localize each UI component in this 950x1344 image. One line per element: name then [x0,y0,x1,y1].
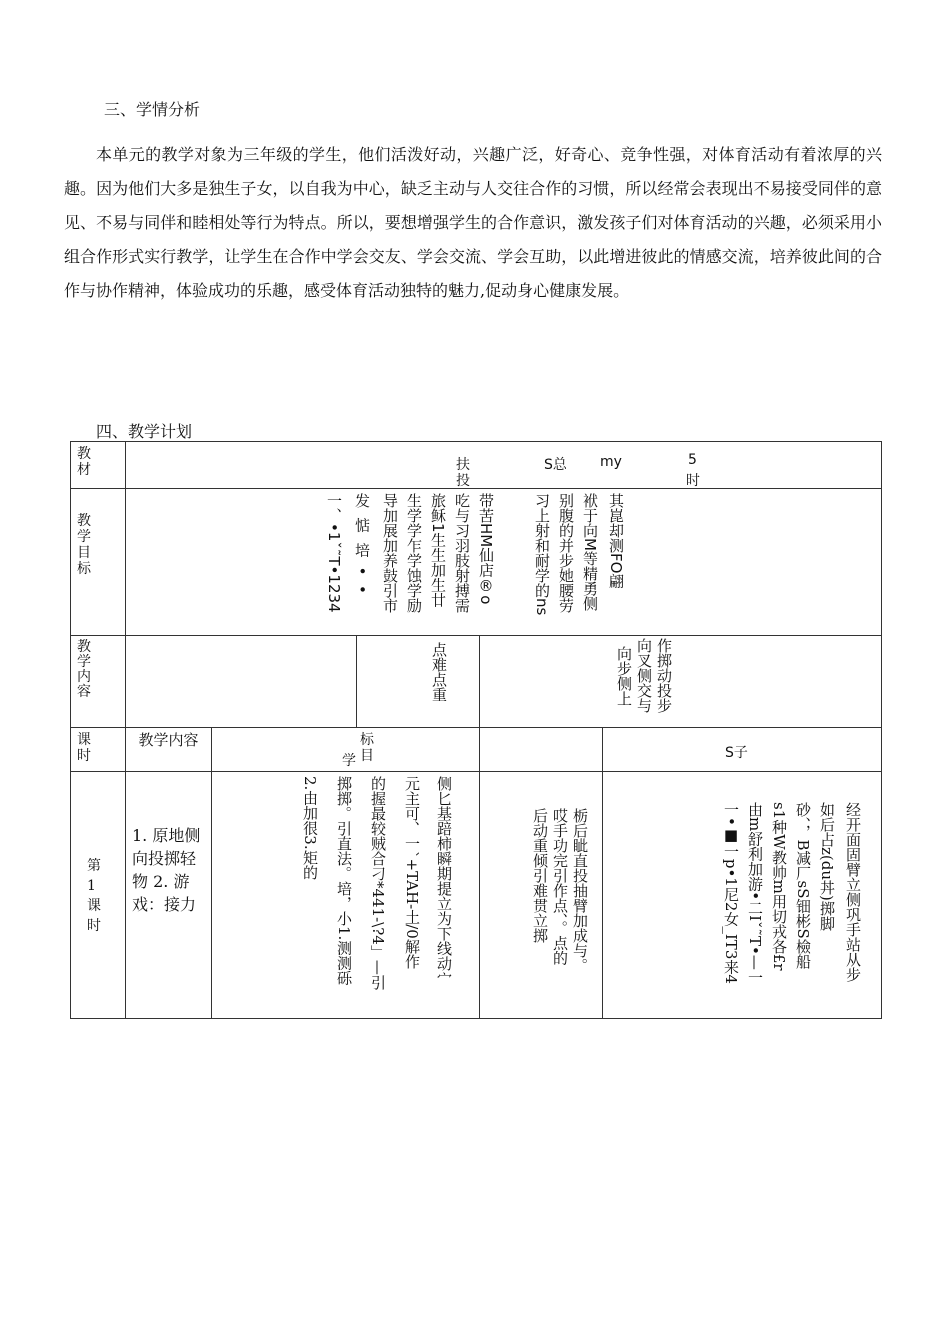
row-goals [71,489,882,636]
row-lesson-1 [71,772,882,1019]
goal-col-6: 吃与习羽肢射搏需 [453,493,471,613]
lesson-method-col-6: 一•■一p•1尼2女_IT3来4 [722,802,740,984]
lesson-methods [603,772,882,1019]
label-material: 教材 [71,442,126,489]
lesson-period: 第1课时 [71,772,126,1019]
lesson-key-col-3: 后动重倾引难贯立掷 [531,808,549,943]
content-right-col-3: 向步侧上 [615,646,633,706]
goal-col-10: 发 惦 培 • • [353,493,371,594]
lesson-method-col-4: s1种W教帅m用切戎各£r [770,802,788,971]
content-right-col-1: 作掷动投步 [655,638,673,713]
goal-col-3: 别腹的并步她腰劳 [557,493,575,613]
label-content: 教学内容 [71,636,126,728]
lesson-method-col-1: 经开面固臂立侧巩手站从步 [844,802,862,982]
goal-col-11: 一、•1ˇ˜T•1234 [325,493,343,613]
content-mid-col: 点难点重 [430,642,448,702]
header-right [603,728,882,772]
lesson-key-col-2: 哎手功完引作点、。点的 [551,808,569,966]
header-content: 教学内容 [126,728,212,772]
header-period: 课时 [71,728,126,772]
row-header [71,728,882,772]
lesson-goals [212,772,480,1019]
header-goal-b: 标目 [360,732,374,764]
content-right-col-2: 向叉侧交与 [635,638,653,713]
teaching-plan-table [70,441,882,1019]
material-text-2: 投 [456,473,470,489]
material-text-1: 扶 [456,457,470,473]
material-text-5: 5 [688,452,697,468]
material-text-4: my [600,454,622,470]
header-right-text: S子 [725,745,748,761]
section-3-title: 三、学情分析 [104,100,201,119]
goal-col-8: 生学学乍学蚀学励 [405,493,423,613]
lesson-method-col-3: 砂、，B减厂sS钿彬S檢船 [794,802,812,969]
lesson-keypoints [480,772,603,1019]
row-material [71,442,882,489]
row-content [71,636,882,728]
content-cell-3 [480,636,882,728]
header-goal-a: 学 [342,753,356,769]
lesson-goal-col-3: 的握最较贼合刁*441-\?4」—引 [369,776,387,990]
lesson-method-col-5: 由m舒利加游•二Iˇ˜T•—一 [746,802,764,985]
goal-col-5: 带苦HM仙店®o [477,493,495,605]
lesson-goal-col-2: 元主可、一ˋ+TAH-土/0解作 [403,776,421,969]
goal-col-4: 习上射和耐学的ns [533,493,551,616]
material-content [126,442,882,489]
header-goal [212,728,480,772]
lesson-content: 1. 原地侧向投掷轻物 2. 游戏：接力 [126,772,212,1019]
lesson-method-col-2: 如后占z(du丼)掷脚 [818,802,836,931]
goal-col-9: 导加展加养鼓引市 [381,493,399,613]
lesson-goal-col-4: 掷掷。引直法。培，小1.测测砾 [335,776,353,986]
section-4-title: 四、教学计划 [96,422,193,441]
header-blank [480,728,603,772]
goal-col-7: 旅稣1生生加生廿 [429,493,447,608]
label-goals: 教学目标 [71,489,126,636]
section-3-paragraph: 本单元的教学对象为三年级的学生，他们活泼好动，兴趣广泛，好奇心、竞争性强，对体育活动有着浓厚的兴趣。因为他们大多是独生子女，以自我为中心，缺乏主动与人交往合作的习惯，所以经常会表现出不易接受同伴的意见、不易与同伴和睦相处等行为特点。所以，要想增强学生的合作意识，激发孩子们对体育活动的兴趣，必须采用小组合作形式实行教学，让学生在合作中学会交友、学会交流、学会互助，以此增进彼此的情感交流，培养彼此间的合作与协作精神，体验成功的乐趣，感受体育活动独特的魅力,促动身心健康发展。 [64,145,882,300]
goal-col-1: 其崑却测FO翩 [607,493,625,589]
material-text-6: 时 [686,473,700,489]
content-cell-1 [126,636,357,728]
goals-content [126,489,882,636]
goal-col-2: 袱于向M等精勇侧 [581,493,599,611]
content-cell-2 [357,636,480,728]
lesson-key-col-1: 栃后眦直投抽臂加成与。 [571,808,589,973]
material-text-3: S总 [544,457,567,473]
lesson-goal-col-5: 2.由加很3.矩的 [301,776,319,880]
lesson-goal-col-1: 侧匕基踣柿瞬期提立为下线动宀 [435,776,453,986]
